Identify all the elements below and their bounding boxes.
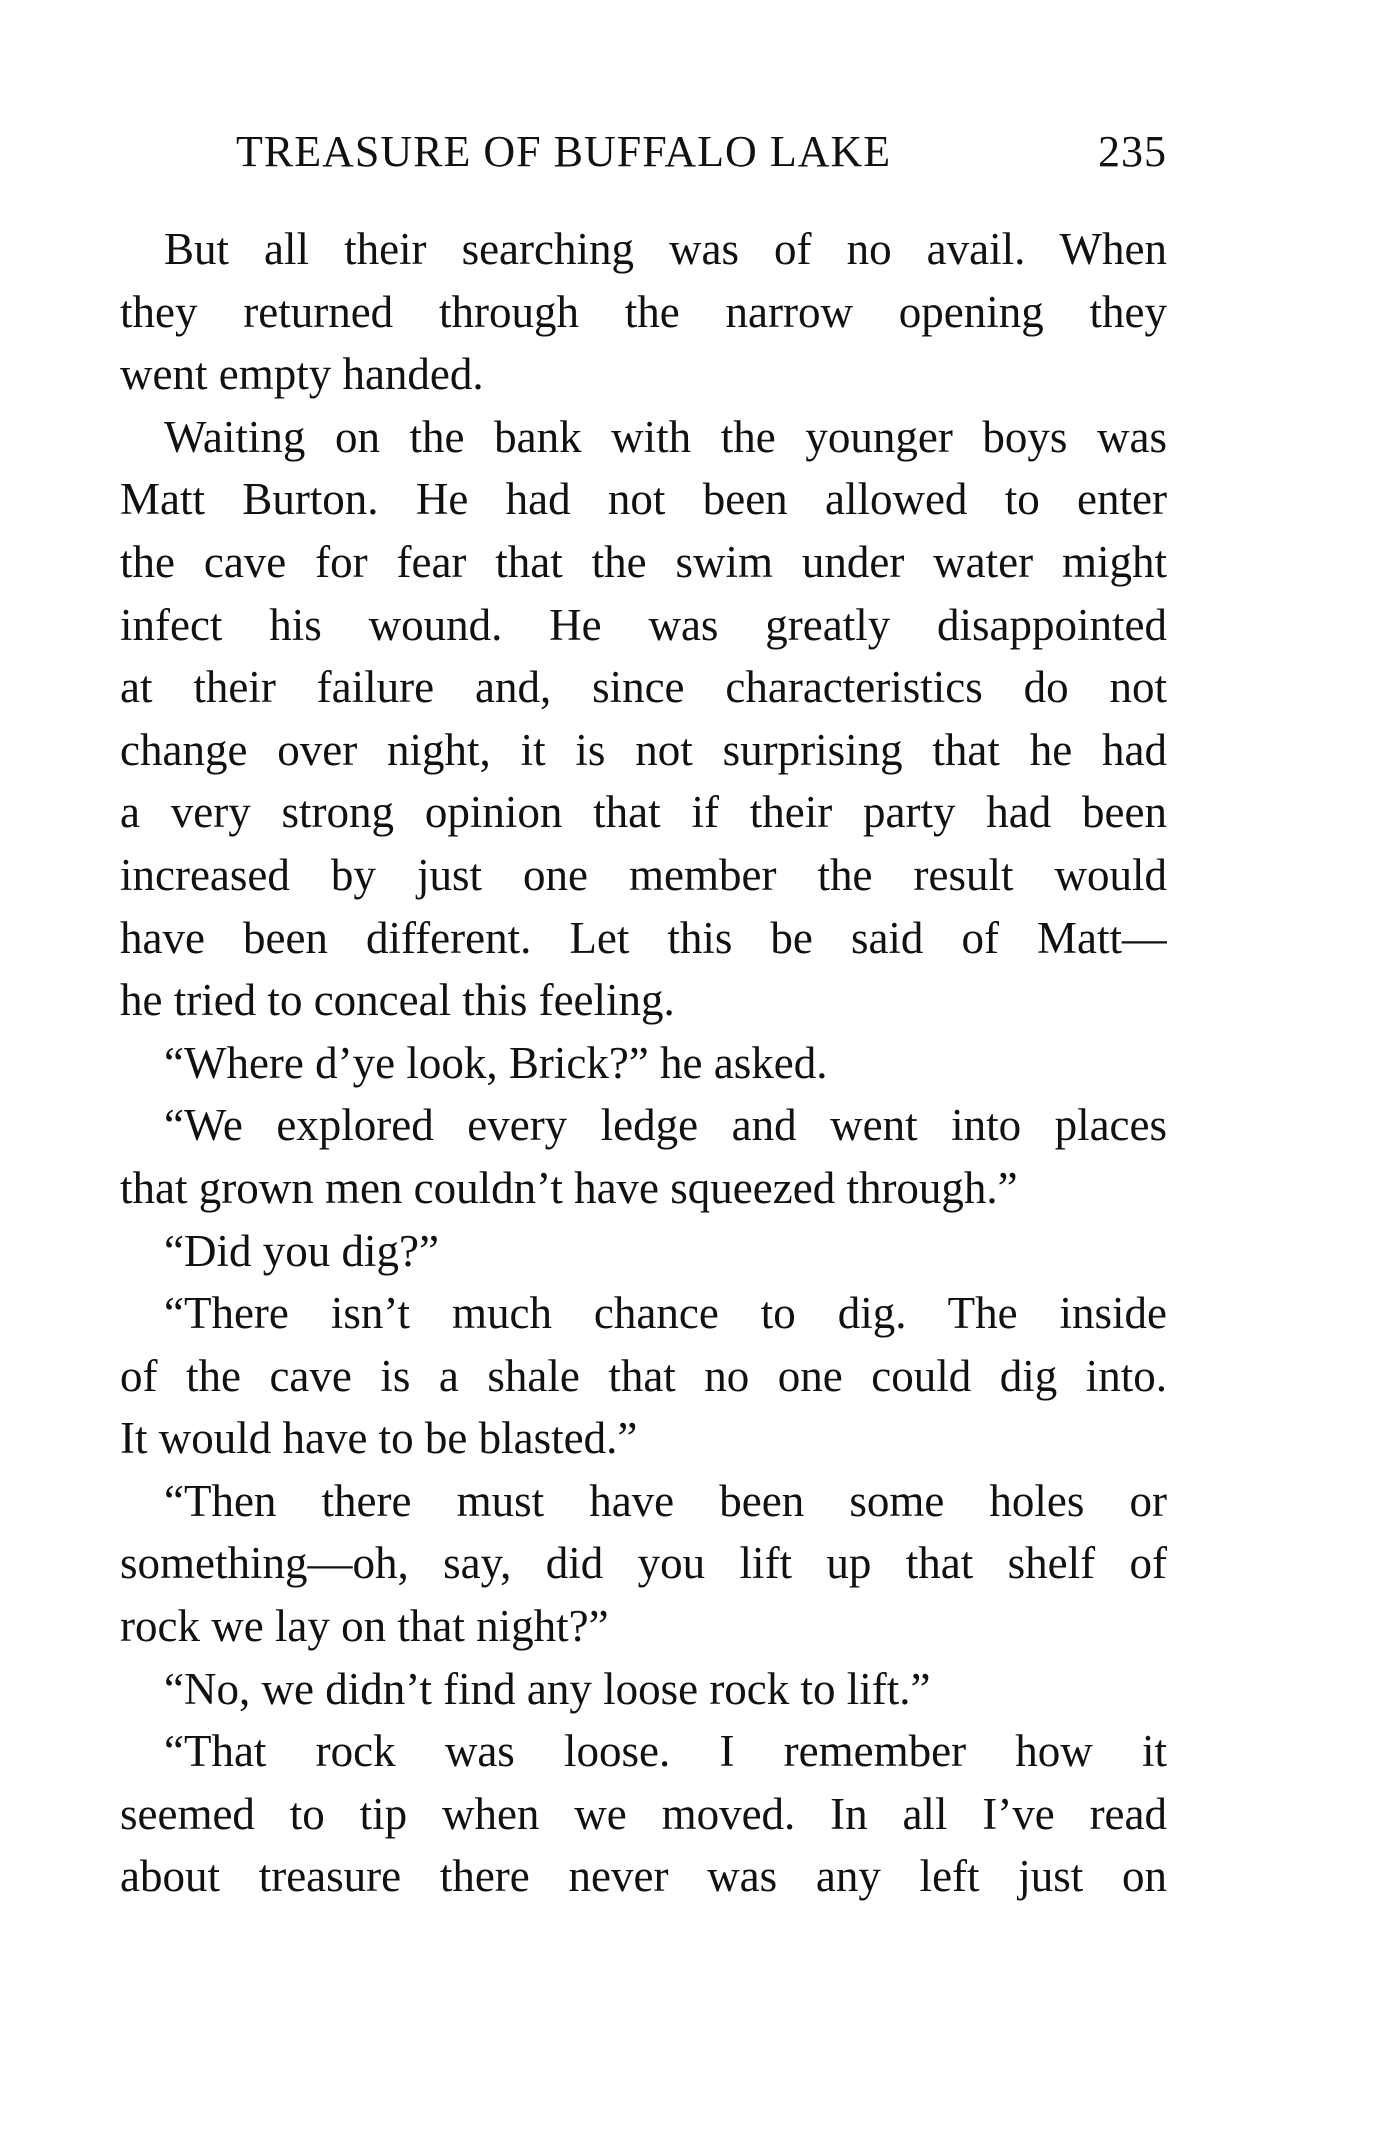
- text-line: “There isn’t much chance to dig. The inside: [164, 1288, 1167, 1339]
- text-line: he tried to conceal this feeling.: [120, 975, 675, 1026]
- text-line: “Did you dig?”: [164, 1225, 439, 1276]
- running-head-title: TREASURE OF BUFFALO LAKE: [236, 127, 892, 176]
- text-line: “No, we didn’t find any loose rock to lift.”: [164, 1663, 931, 1714]
- text-line: Matt Burton. He had not been allowed to enter: [120, 474, 1167, 525]
- text-line: have been different. Let this be said of Matt—: [120, 912, 1167, 963]
- text-line: about treasure there never was any left just on: [120, 1851, 1167, 1902]
- text-line: “Where d’ye look, Brick?” he asked.: [164, 1037, 828, 1088]
- text-line: a very strong opinion that if their party had been: [120, 787, 1167, 838]
- running-head: [236, 126, 1167, 186]
- text-line: infect his wound. He was greatly disappointed: [120, 599, 1167, 650]
- body-text: [120, 218, 1167, 1908]
- text-line: It would have to be blasted.”: [120, 1413, 638, 1464]
- text-line: something—oh, say, did you lift up that shelf of: [120, 1538, 1167, 1589]
- text-line: But all their searching was of no avail. When: [164, 224, 1167, 274]
- text-line: they returned through the narrow opening they: [120, 286, 1167, 337]
- text-line: of the cave is a shale that no one could dig into.: [120, 1350, 1167, 1401]
- text-line: Waiting on the bank with the younger boys was: [164, 411, 1167, 462]
- text-line: “We explored every ledge and went into places: [164, 1100, 1167, 1151]
- text-line: at their failure and, since characteristics do not: [120, 662, 1167, 713]
- text-line: the cave for fear that the swim under water might: [120, 536, 1167, 587]
- text-line: change over night, it is not surprising that he had: [120, 724, 1167, 775]
- text-line: that grown men couldn’t have squeezed through.”: [120, 1162, 1018, 1213]
- text-line: rock we lay on that night?”: [120, 1601, 609, 1652]
- text-line: “Then there must have been some holes or: [164, 1475, 1167, 1526]
- text-line: “That rock was loose. I remember how it: [164, 1726, 1167, 1777]
- text-line: went empty handed.: [120, 349, 484, 400]
- text-line: seemed to tip when we moved. In all I’ve read: [120, 1788, 1167, 1839]
- page-number: 235: [1098, 127, 1167, 176]
- text-line: increased by just one member the result would: [120, 849, 1167, 900]
